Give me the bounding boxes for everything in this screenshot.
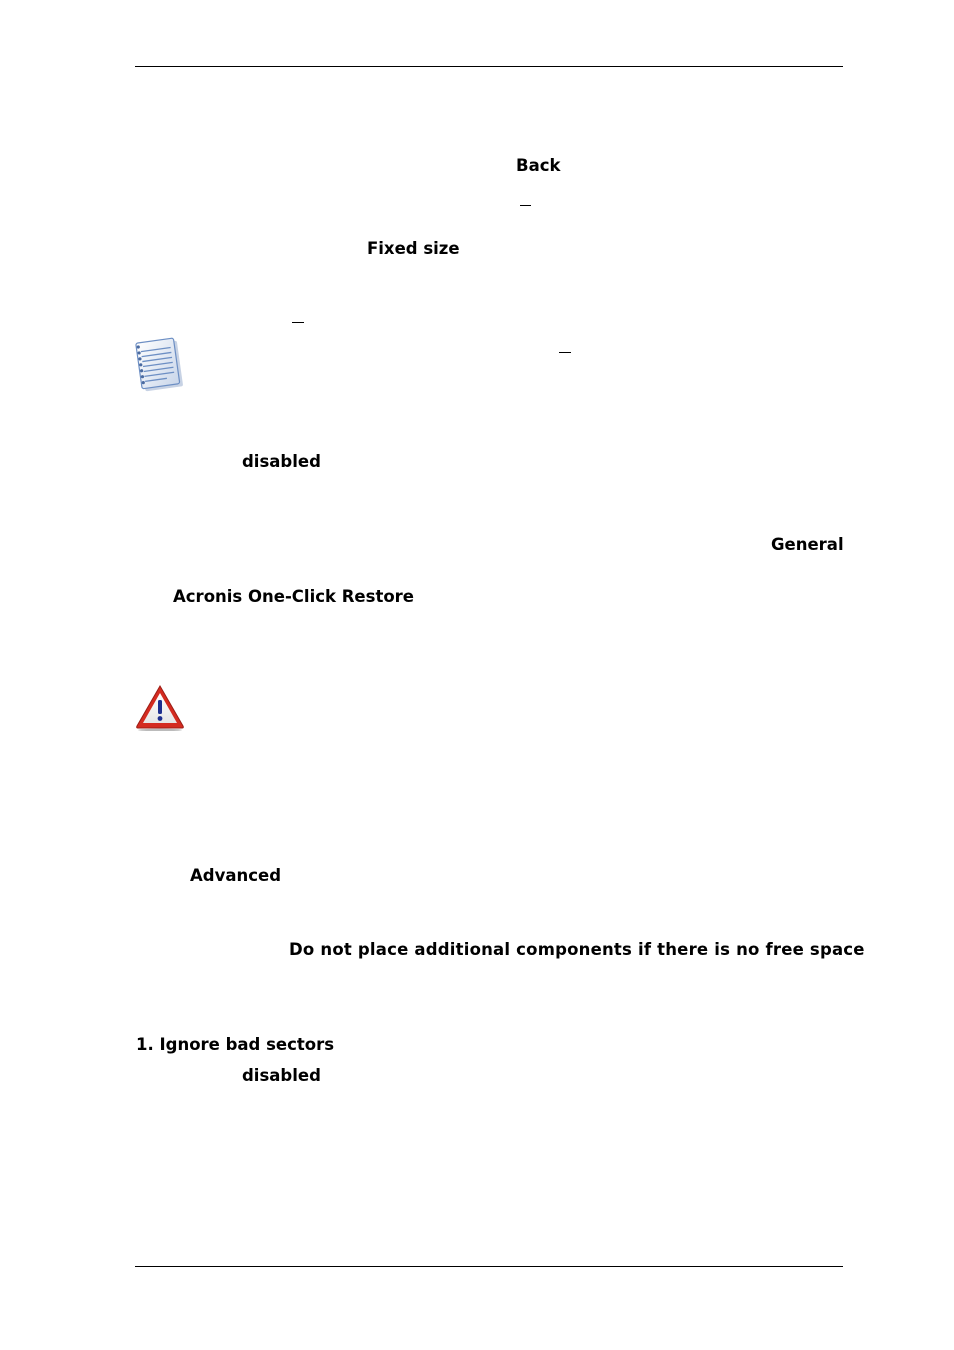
term-back: Back (516, 156, 561, 175)
term-fixed-size: Fixed size (367, 239, 460, 258)
underline-mark (559, 352, 571, 353)
term-disabled: disabled (242, 452, 321, 471)
term-advanced: Advanced (190, 866, 281, 885)
underline-mark (520, 205, 531, 206)
warning-icon (134, 683, 186, 731)
header-rule (135, 66, 843, 67)
underline-mark (292, 322, 304, 323)
term-general: General (771, 535, 844, 554)
term-one-click-restore: Acronis One-Click Restore (173, 587, 414, 606)
term-disabled: disabled (242, 1066, 321, 1085)
footer-rule (135, 1266, 843, 1267)
note-icon (133, 336, 189, 394)
term-no-free-space: Do not place additional components if there is no free space (289, 940, 865, 959)
heading-ignore-bad-sectors: 1. Ignore bad sectors (136, 1035, 335, 1054)
